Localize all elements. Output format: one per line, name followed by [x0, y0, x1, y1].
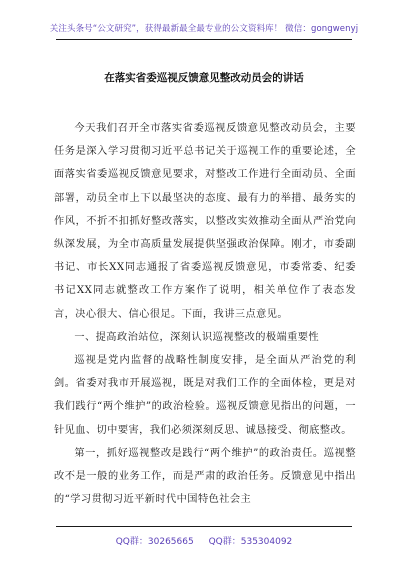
paragraph: 巡视是党内监督的战略性制度安排，是全面从严治党的利剑。省委对我市开展巡视，既是对我们工作的全面体检，更是对我们践行“两个维护”的政治检验。巡视反馈意见指出的问题，一针见血、切中要害，我们必须深刻反思、诚恳接受、彻底整改。 [54, 355, 356, 436]
paragraph: 今天我们召开全市落实省委巡视反馈意见整改动员会，主要任务是深入学习贯彻习近平总书记关于巡视工作的重要论述，全面落实省委巡视反馈意见要求，对整改工作进行全面动员、全面部署，动员全市上下以最坚决的态度、最有力的举措、最务实的作风，不折不扣抓好整改落实，以整改实效推动全面从严治党向纵深发展，为全市高质量发展提供坚强政治保障。刚才，市委副书记、市长XX同志通报了省委巡视反馈意见，市委常委、纪委书记XX同志就整改工作方案作了说明，相关单位作了表态发言，决心很大、信心很足。下面，我讲三点意见。 [54, 123, 356, 320]
footer-qq-group-1: QQ群：30265665 [115, 537, 194, 547]
section-heading: 一、提高政治站位，深刻认识巡视整改的极端重要性 [74, 331, 320, 343]
paragraph: 第一，抓好巡视整改是践行“两个维护”的政治责任。巡视整改不是一般的业务工作，而是严肃的政治任务。反馈意见中指出的“学习贯彻习近平新时代中国特色社会主 [54, 447, 356, 506]
header-note: 关注头条号“公文研究”，获得最新最全最专业的公文资料库！ 微信：gongwenyj [49, 24, 359, 34]
footer-divider [56, 526, 352, 527]
header-divider [56, 39, 352, 40]
document-body [54, 117, 356, 511]
document-title: 在落实省委巡视反馈意见整改动员会的讲话 [104, 72, 304, 84]
footer [0, 534, 408, 547]
footer-qq-group-2: QQ群：535304092 [208, 537, 293, 547]
